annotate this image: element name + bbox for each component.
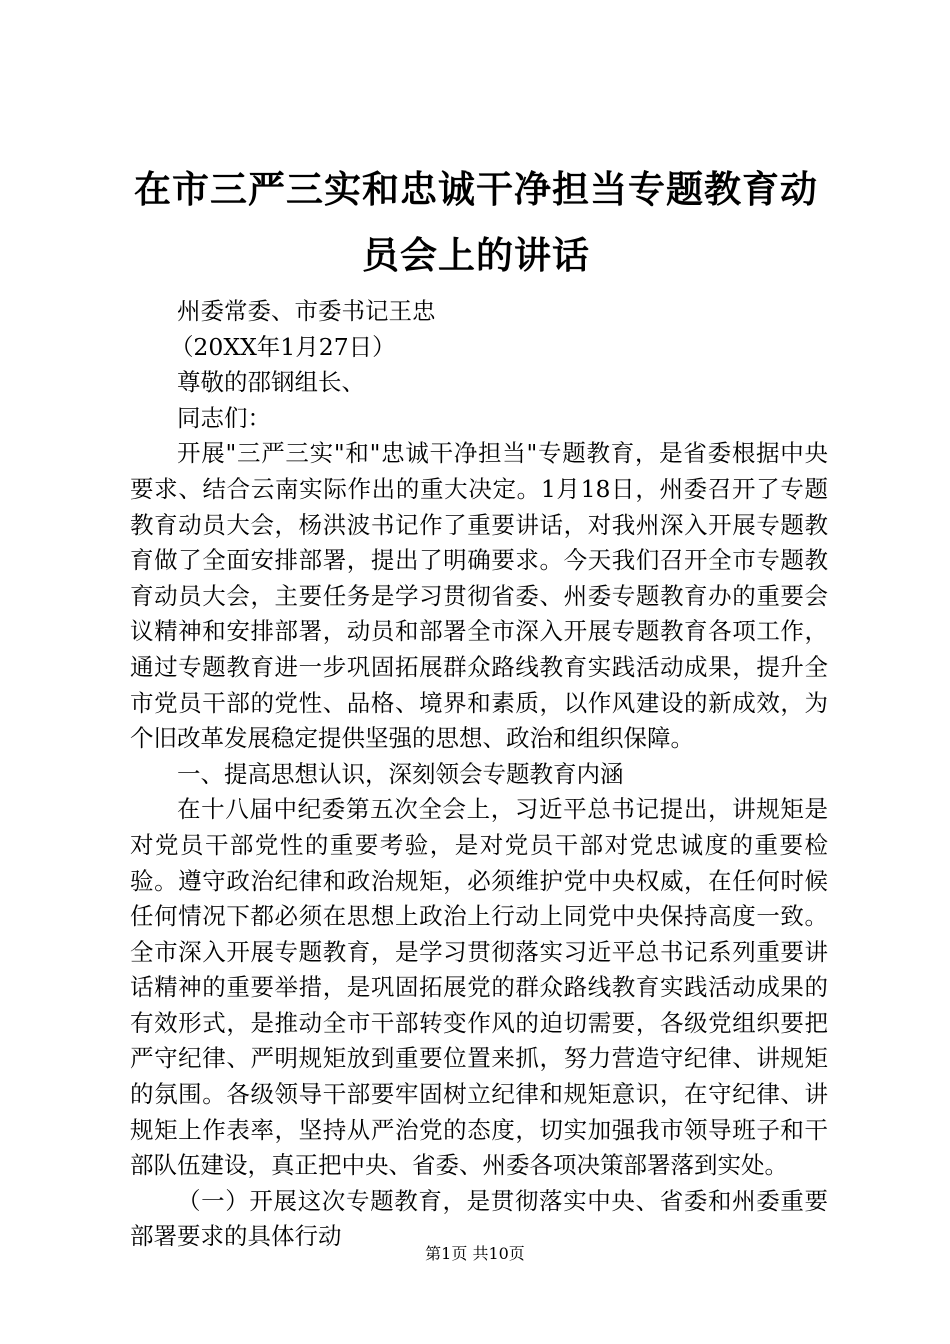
- subsection-heading: （一）开展这次专题教育，是贯彻落实中央、省委和州委重要部署要求的具体行动: [130, 1186, 828, 1251]
- body-paragraph: 在十八届中纪委第五次全会上，习近平总书记提出，讲规矩是对党员干部党性的重要考验，是对党员干部对党忠诚度的重要检验。遵守政治纪律和政治规矩，必须维护党中央权威，在任何时候任何情况下都必须在思想上政治上行动上同党中央保持高度一致。全市深入开展专题教育，是学习贯彻落实习近平总书记系列重要讲话精神的重要举措，是巩固拓展党的群众路线教育实践活动成果的有效形式，是推动全市干部转变作风的迫切需要，各级党组织要把严守纪律、严明规矩放到重要位置来抓，努力营造守纪律、讲规矩的氛围。各级领导干部要牢固树立纪律和规矩意识，在守纪律、讲规矩上作表率，坚持从严治党的态度，切实加强我市领导班子和干部队伍建设，真正把中央、省委、州委各项决策部署落到实处。: [130, 795, 828, 1180]
- document-title: 在市三严三实和忠诚干净担当专题教育动员会上的讲话: [134, 167, 818, 277]
- date-line: （20XX年1月27日）: [169, 332, 396, 361]
- page-number-footer: 第1页 共10页: [425, 1244, 525, 1263]
- author-line: 州委常委、市委书记王忠: [177, 297, 436, 325]
- body-paragraph: 开展"三严三实"和"忠诚干净担当"专题教育，是省委根据中央要求、结合云南实际作出的重大决定。1月18日，州委召开了专题教育动员大会，杨洪波书记作了重要讲话，对我州深入开展专题教育做了全面安排部署，提出了明确要求。今天我们召开全市专题教育动员大会，主要任务是学习贯彻省委、州委专题教育办的重要会议精神和安排部署，动员和部署全市深入开展专题教育各项工作，通过专题教育进一步巩固拓展群众路线教育实践活动成果，提升全市党员干部的党性、品格、境界和素质，以作风建设的新成效，为个旧改革发展稳定提供坚强的思想、政治和组织保障。: [130, 439, 828, 753]
- salutation-line: 尊敬的邵钢组长、: [177, 368, 365, 397]
- section-heading: 一、提高思想认识，深刻领会专题教育内涵: [177, 759, 624, 788]
- salutation-line: 同志们：: [177, 403, 271, 432]
- document-body: [130, 294, 828, 1255]
